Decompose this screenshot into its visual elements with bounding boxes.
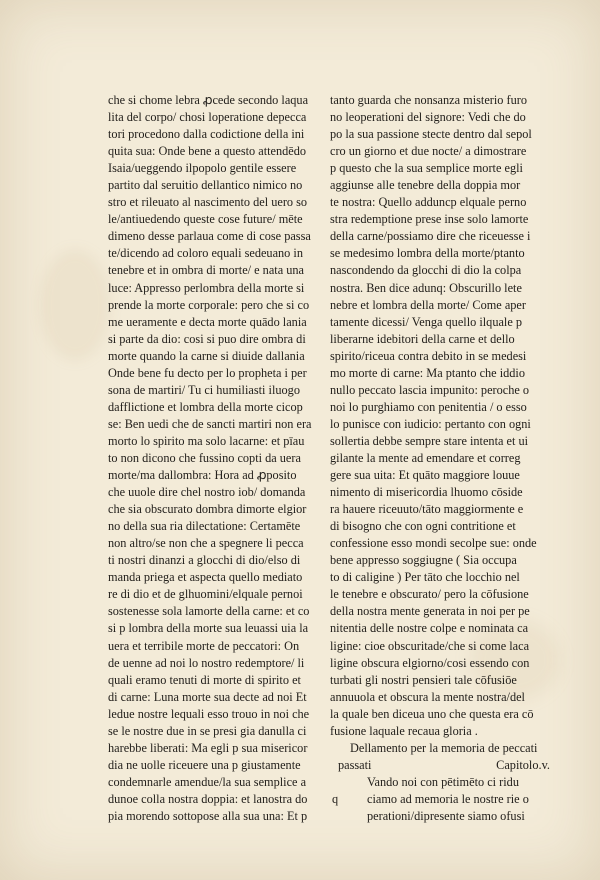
text-line: me ueramente e decta morte quādo lania bbox=[108, 314, 307, 329]
text-line: della nostra mente generata in noi per pe bbox=[330, 604, 530, 619]
text-line: gilante la mente ad emendare et correg bbox=[330, 450, 521, 465]
text-line: tamente dicessi/ Venga quello ilquale p bbox=[330, 314, 523, 329]
text-line: liberarne idebitori della carne et dello bbox=[330, 331, 515, 346]
text-line: gere sua uita: Et quāto maggiore louue bbox=[330, 468, 520, 483]
text-line: nimento di misericordia lhuomo cōside bbox=[330, 485, 523, 500]
text-line: che uuole dire chel nostro iob/ domanda bbox=[108, 485, 306, 500]
text-line: stra redemptione prese inse solo lamorte bbox=[330, 212, 529, 227]
paper-stain bbox=[40, 250, 110, 360]
chapter-number: Capitolo.v. bbox=[496, 757, 550, 772]
text-line: Vando noi con pētimēto ci ridu bbox=[367, 774, 519, 789]
text-line: dimeno desse parlaua come di cose passa bbox=[108, 229, 311, 244]
text-line: harebbe liberati: Ma egli p sua misericor bbox=[108, 740, 308, 755]
text-line: sona de martiri/ Tu ci humiliasti iluogo bbox=[108, 382, 300, 397]
text-line: dia ne uolle riceuere una p giustamente bbox=[108, 757, 301, 772]
text-line: se medesimo lombra della morte/ptanto bbox=[330, 246, 525, 261]
text-line: Onde bene fu decto per lo propheta i per bbox=[108, 365, 307, 380]
text-line: confessione esso mondi secolpe sue: onde bbox=[330, 536, 537, 551]
text-line: turbati gli nostri pensieri tale cōfusiōe bbox=[330, 672, 517, 687]
text-line: non altro/se non che a spegnere li pecca bbox=[108, 536, 304, 551]
text-line: luce: Appresso perlombra della morte si bbox=[108, 280, 305, 295]
text-line: partito dal seruitio dellantico nimico no bbox=[108, 178, 303, 193]
text-line: dafflictione et lombra della morte cicop bbox=[108, 399, 303, 414]
text-line: si parte da dio: cosi si puo dire ombra di bbox=[108, 331, 306, 346]
text-line: se: Ben uedi che de sancti martiri non era bbox=[108, 416, 312, 431]
text-line: no della sua ria dilectatione: Certamēte bbox=[108, 519, 301, 534]
initial-guide-letter: q bbox=[332, 791, 339, 806]
text-line: tanto guarda che nonsanza misterio furo bbox=[330, 93, 528, 107]
text-line: lo punisce con iudicio: pertanto con ogni bbox=[330, 416, 531, 431]
text-line: noi lo purghiamo con penitentia / o esso bbox=[330, 399, 527, 414]
text-line: quita sua: Onde bene a questo attendēdo bbox=[108, 144, 307, 159]
text-line: stro et rileuato al nascimento del uero so bbox=[108, 195, 308, 210]
text-line: ligine: cioe obscuritade/che si come laca bbox=[330, 638, 530, 653]
text-line: de uenne ad noi lo nostro redemptore/ li bbox=[108, 655, 305, 670]
text-line: te/dicendo ad coloro equali sedeuano in bbox=[108, 246, 303, 261]
text-line: che si chome lebra ꝓcede secondo laqua bbox=[108, 93, 309, 107]
text-line: te nostra: Quello adduncp elquale perno bbox=[330, 195, 527, 210]
text-line: po la sua passione stecte dentro dal sepol bbox=[330, 127, 532, 142]
text-line: morto lo spirito ma solo lacarne: et pīau bbox=[108, 433, 305, 448]
chapter-heading-line: Dellamento per la memoria de peccati bbox=[350, 740, 538, 755]
text-line: sollertia debbe sempre stare intenta et ui bbox=[330, 433, 529, 448]
text-line: p questo che la sua semplice morte egli bbox=[330, 161, 523, 176]
text-line: perationi/dipresente siamo ofusi bbox=[367, 808, 525, 823]
text-line: di bisogno che con ogni contritione et bbox=[330, 519, 516, 534]
text-line: uera et terribile morte de peccatori: On bbox=[108, 638, 300, 653]
text-line: nullo peccato lascia impunito: peroche o bbox=[330, 382, 530, 397]
text-line: mo morte di carne: Ma ptanto che iddio bbox=[330, 365, 525, 380]
text-line: ti nostri dinanzi a glocchi di dio/elso di bbox=[108, 553, 301, 568]
text-line: pia morendo sottopose alla sua una: Et p bbox=[108, 808, 308, 823]
text-line: fusione laquale recaua gloria . bbox=[330, 723, 478, 738]
text-line: dunoe colla nostra doppia: et lanostra do bbox=[108, 791, 308, 806]
text-line: to non dicono che fussino copti da uera bbox=[108, 450, 301, 465]
text-line: se le nostre due in se presi gia danulla ci bbox=[108, 723, 307, 738]
text-line: re di dio et de glhuomini/elquale pernoi bbox=[108, 587, 303, 602]
text-line: ledue nostre lequali esso trouo in noi che bbox=[108, 706, 310, 721]
text-line: ra hauere riceuuto/tāto maggiormente e bbox=[330, 502, 524, 517]
text-line: bene appresso soggiugne ( Sia occupa bbox=[330, 553, 517, 568]
text-line: le tenebre e obscurato/ pero la cōfusione bbox=[330, 587, 529, 602]
text-line: lita del corpo/ chosi loperatione depecca bbox=[108, 110, 307, 125]
text-line: manda priega et aspecta quello mediato bbox=[108, 570, 303, 585]
text-line: di carne: Luna morte sua decte ad noi Et bbox=[108, 689, 307, 704]
text-line: Isaia/ueggendo ilpopolo gentile essere bbox=[108, 161, 297, 176]
text-line: annuuola et obscura la mente nostra/del bbox=[330, 689, 525, 704]
text-line: cro un giorno et due nocte/ a dimostrare bbox=[330, 144, 527, 159]
text-line-with-initial bbox=[330, 791, 554, 808]
text-line: condemnarle amendue/la sua semplice a bbox=[108, 774, 307, 789]
text-line: no leoperationi del signore: Vedi che do bbox=[330, 110, 526, 125]
left-text-column bbox=[108, 92, 320, 825]
text-line: la quale ben diceua uno che questa era cō bbox=[330, 706, 534, 721]
text-line: ligine obscura elgiorno/cosi essendo con bbox=[330, 655, 530, 670]
text-line: quali eramo tenuti di morte di spirito et bbox=[108, 672, 301, 687]
chapter-heading-passati: passati bbox=[338, 757, 372, 772]
text-line: morte/ma dallombra: Hora ad ꝓposito bbox=[108, 468, 297, 483]
text-line: nebre et lombra della morte/ Come aper bbox=[330, 297, 526, 312]
text-line: nascondendo da glocchi di dio la colpa bbox=[330, 263, 522, 278]
text-line: tori procedono dalla codictione della ini bbox=[108, 127, 305, 142]
text-line: nitentia delle nostre colpe e nominata ca bbox=[330, 621, 529, 636]
text-line: della carne/possiamo dire che riceuesse i bbox=[330, 229, 531, 244]
text-line: morte quando la carne si diuide dallania bbox=[108, 348, 305, 363]
text-line: si p lombra della morte sua leuassi uia la bbox=[108, 621, 309, 636]
right-text-column bbox=[330, 92, 554, 825]
text-line: nostra. Ben dice adunq: Obscurillo lete bbox=[330, 280, 522, 295]
text-line: sostenesse sola lamorte della carne: et co bbox=[108, 604, 310, 619]
chapter-heading-row bbox=[330, 757, 554, 774]
text-line: spirito/riceua contra debito in se medesi bbox=[330, 348, 527, 363]
text-line: tenebre et in ombra di morte/ e nata una bbox=[108, 263, 304, 278]
text-line: ciamo ad memoria le nostre rie o bbox=[367, 791, 529, 806]
text-line: prende la morte corporale: pero che si co bbox=[108, 297, 310, 312]
text-line: aggiunse alle tenebre della doppia mor bbox=[330, 178, 521, 193]
text-line: to di caligine ) Per tāto che locchio nel bbox=[330, 570, 520, 585]
text-line: le/antiuedendo queste cose future/ mēte bbox=[108, 212, 303, 227]
text-line: che sia obscurato dombra dimorte elgior bbox=[108, 502, 307, 517]
